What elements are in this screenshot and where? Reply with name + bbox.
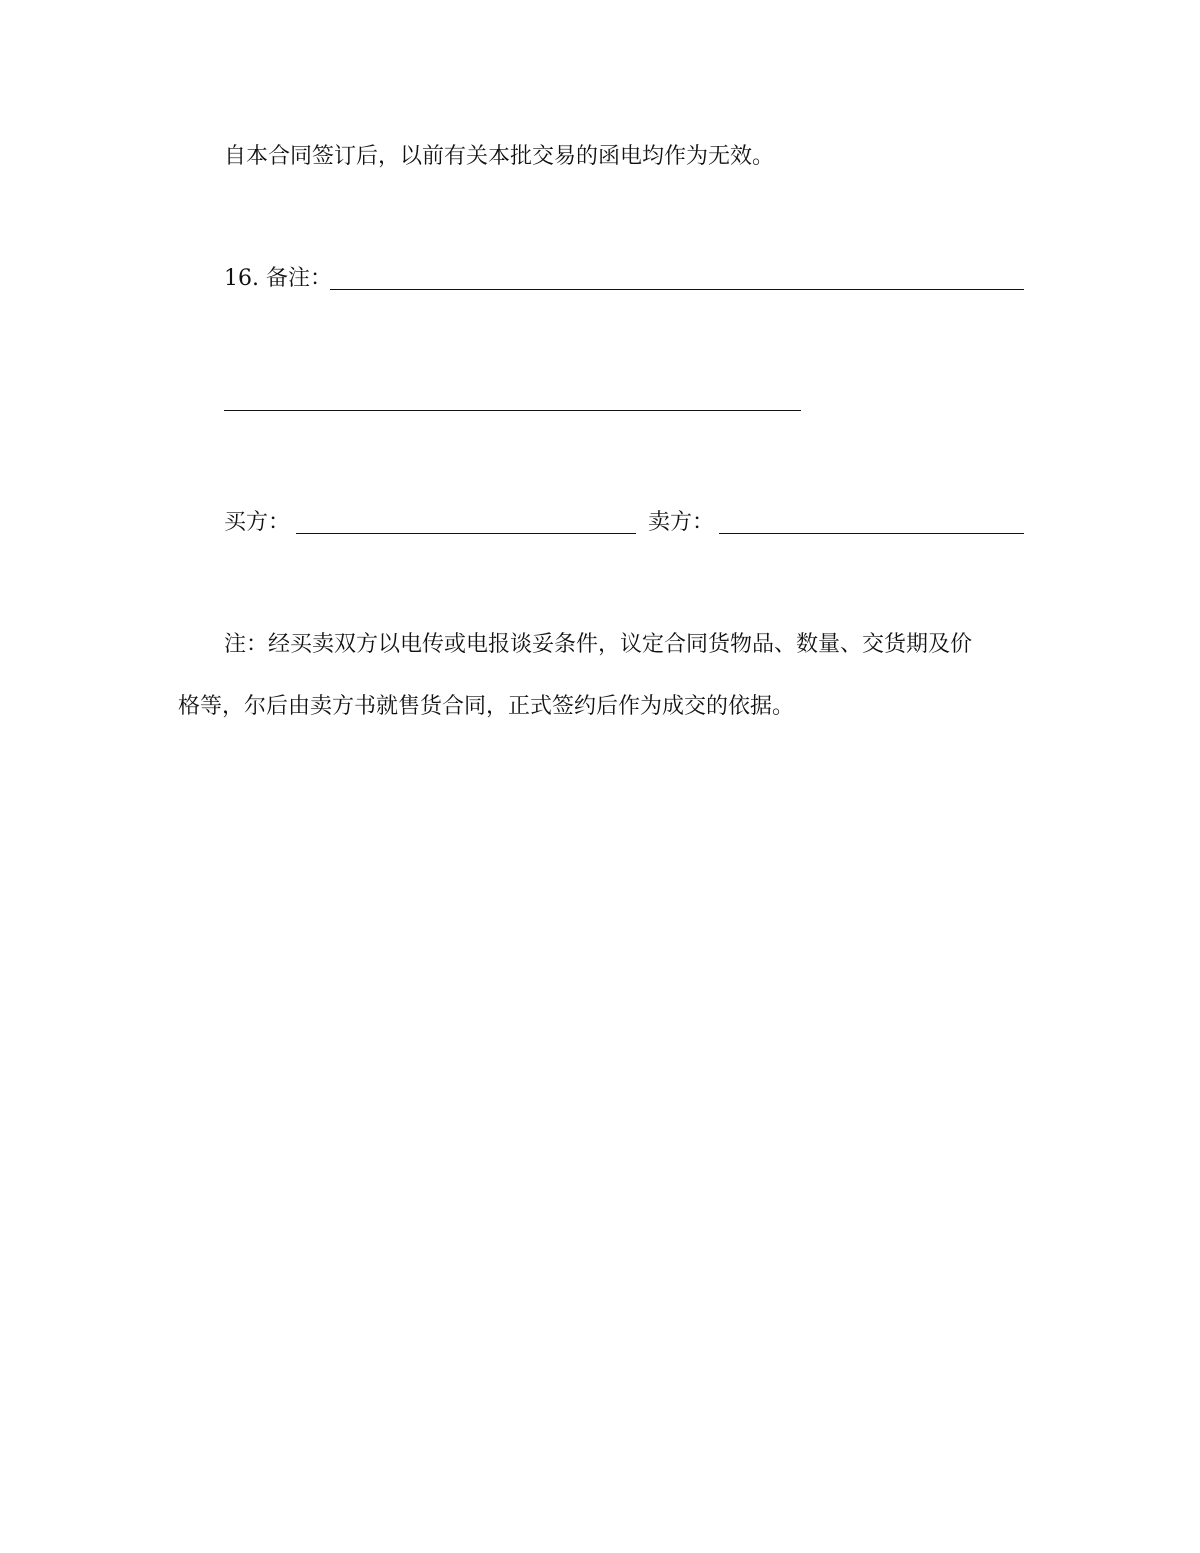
remarks-blank-line-2 bbox=[224, 410, 801, 411]
note-text-line-1: 注：经买卖双方以电传或电报谈妥条件，议定合同货物品、数量、交货期及价 bbox=[224, 632, 973, 657]
validity-clause: 自本合同签订后，以前有关本批交易的函电均作为无效。 bbox=[224, 144, 775, 169]
note-text-line-2: 格等，尔后由卖方书就售货合同，正式签约后作为成交的依据。 bbox=[178, 694, 795, 719]
seller-signature-line bbox=[719, 533, 1024, 534]
seller-label: 卖方： bbox=[648, 510, 715, 535]
remarks-label: 16. 备注： bbox=[224, 266, 332, 291]
remarks-blank-line-1 bbox=[330, 289, 1024, 290]
buyer-label: 买方： bbox=[224, 510, 291, 535]
buyer-signature-line bbox=[296, 533, 636, 534]
